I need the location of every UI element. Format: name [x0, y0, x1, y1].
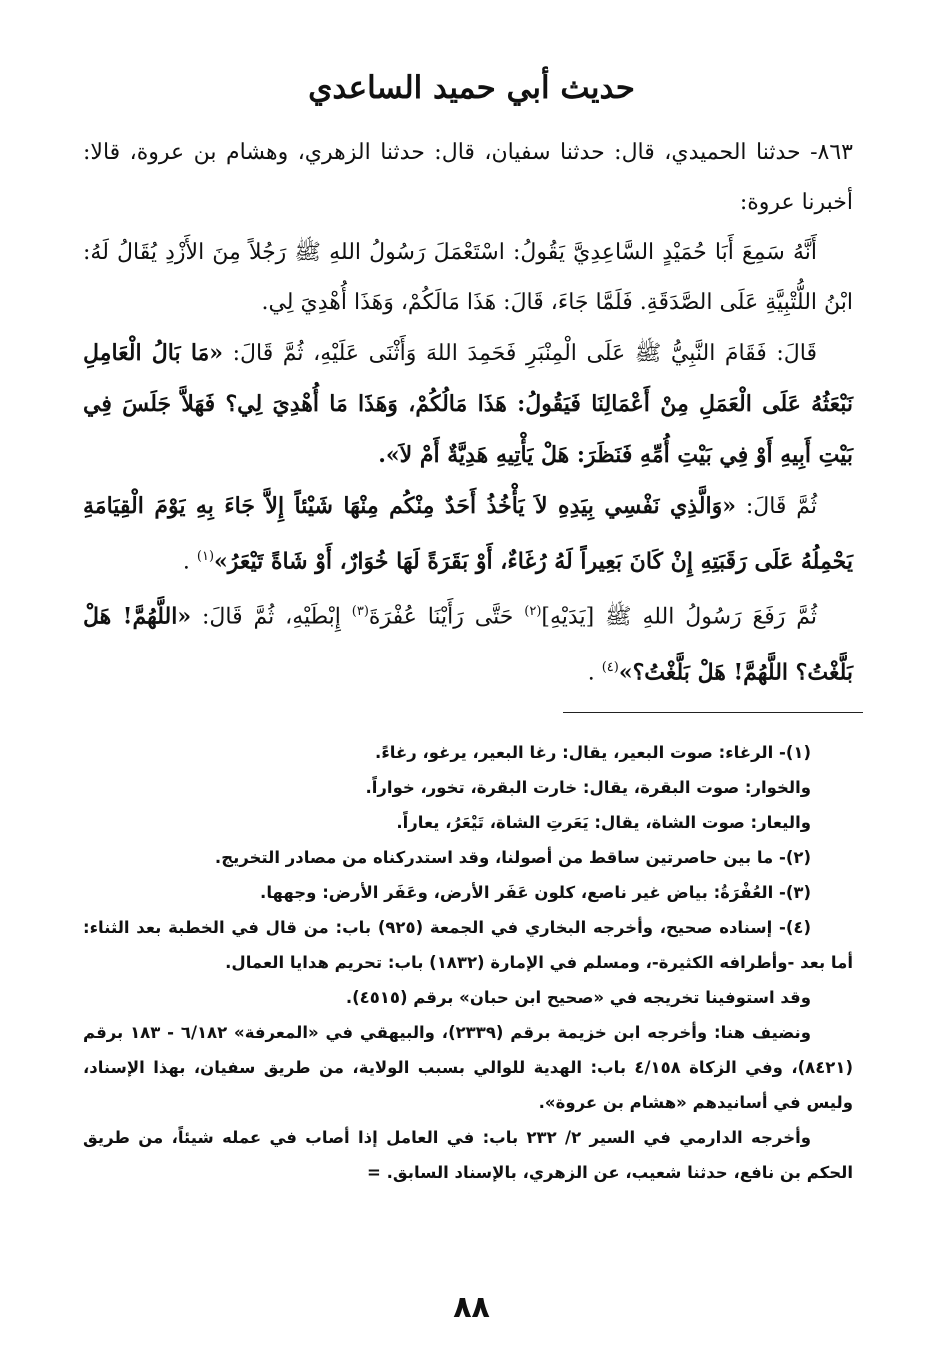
hadith-text: [83, 128, 853, 698]
footnote-4-part-b: وقد استوفينا تخريجه في «صحيح ابن حبان» برقم (٤٥١٥).: [345, 988, 811, 1007]
footnote-marker-1: (١): [196, 549, 215, 564]
hadith-paragraph-1: أَنَّهُ سَمِعَ أَبَا حُمَيْدٍ السَّاعِدِيَّ يَقُولُ: اسْتَعْمَلَ رَسُولُ اللهِ ﷺ رَجُلاً مِنَ الأَزْدِ يُقَالُ لَهُ: ابْنُ اللُّتْبِيَّةِ عَلَى الصَّدَقَةِ. فَلَمَّا جَاءَ، قَالَ: هَذَا مَالَكُمْ، وَهَذَا أُهْدِيَ لِي.: [83, 240, 853, 315]
prophetic-quote-3: «اللَّهُمَّ! هَلْ بَلَّغْتُ؟ اللَّهُمَّ! هَلْ بَلَّغْتُ؟»: [83, 603, 853, 685]
footnote-1-line-c: واليعار: صوت الشاة، يقال: يَعَرتِ الشاة، تَيْعَرُ، يعاراً.: [396, 813, 811, 832]
hadith-paragraph-3: [83, 481, 853, 587]
footnotes-section: [83, 735, 853, 1190]
paragraph-2-intro: قَالَ: فَقَامَ النَّبِيُّ ﷺ عَلَى الْمِنْبَرِ فَحَمِدَ اللهَ وَأَثْنَى عَلَيْهِ، ثُمَّ قَالَ:: [223, 341, 817, 366]
isnad-paragraph: ٨٦٣- حدثنا الحميدي، قال: حدثنا سفيان، قال: حدثنا الزهري، وهشام بن عروة، قالا: أخبرنا عروة:: [83, 140, 853, 215]
footnote-2: (٢)- ما بين حاصرتين ساقط من أصولنا، وقد استدركناه من مصادر التخريج.: [214, 848, 811, 867]
page-number: ٨٨: [453, 1290, 490, 1325]
footnote-separator: [563, 712, 863, 713]
paragraph-3-end: .: [182, 549, 197, 575]
paragraph-4-part-b: حَتَّى رَأَيْنَا عُفْرَةَ: [368, 604, 525, 630]
footnote-4-part-c: ونضيف هنا: وأخرجه ابن خزيمة برقم (٢٣٣٩)، والبيهقي في «المعرفة» ٦/١٨٢ - ١٨٣ برقم (٨٤٢١)، وفي الزكاة ٤/١٥٨ باب: الهدية للوالي بسبب الولاية، من طريق سفيان، بهذا الإسناد، وليس في أسانيدهم «هشام بن عروة».: [83, 1023, 853, 1112]
footnote-marker-2: (٢): [524, 604, 542, 620]
footnote-1-line-a: (١)- الرغاء: صوت البعير، يقال: رغا البعير، يرغو، رغاءً.: [375, 743, 811, 762]
footnote-4-part-d: وأخرجه الدارمي في السير ٢/ ٢٣٢ باب: في العامل إذا أصاب في عمله شيئاً، من طريق الحكم بن نافع، حدثنا شعيب، عن الزهري، بالإسناد السابق. =: [83, 1128, 853, 1182]
paragraph-3-intro: ثُمَّ قَالَ:: [736, 494, 818, 519]
footnote-marker-4: (٤): [601, 659, 619, 675]
hadith-paragraph-4: [83, 587, 853, 698]
footnote-marker-3: (٣): [351, 604, 369, 620]
footnote-4-part-a: (٤)- إسناده صحيح، وأخرجه البخاري في الجمعة (٩٢٥) باب: من قال في الخطبة بعد الثناء: أما بعد -وأطرافه الكثيرة-، ومسلم في الإمارة (١٨٣٢) باب: تحريم هدايا العمال.: [83, 918, 853, 972]
prophetic-quote-1: «مَا بَالُ الْعَامِلِ نَبْعَثُهُ عَلَى الْعَمَلِ مِنْ أَعْمَالِنَا فَيَقُولُ: هَذَا مَالُكُمْ، وَهَذَا مَا أُهْدِيَ لِي؟ فَهَلاَّ جَلَسَ فِي بَيْتِ أَبِيهِ أَوْ فِي بَيْتِ أُمِّهِ فَنَظَرَ: هَلْ يَأْتِيهِ هَدِيَّةٌ أَمْ لاَ».: [83, 340, 853, 468]
prophetic-quote-2: «وَالَّذِي نَفْسِي بِيَدِهِ لاَ يَأْخُذُ أَحَدٌ مِنْكُم مِنْهَا شَيْئاً إِلاَّ جَاءَ بِهِ يَوْمَ الْقِيَامَةِ يَحْمِلُهُ عَلَى رَقَبَتِهِ إِنْ كَانَ بَعِيراً لَهُ رُغَاءٌ، أَوْ بَقَرَةً لَهَا خُوَارٌ، أَوْ شَاةً تَيْعَرُ»: [83, 493, 853, 575]
paragraph-4-part-a: ثُمَّ رَفَعَ رَسُولُ اللهِ ﷺ [يَدَيْهِ]: [541, 604, 817, 630]
footnote-3: (٣)- العُفْرَةُ: بياض غير ناصع، كلون عَفَر الأرض، وعَفَر الأرض: وجهها.: [260, 883, 811, 902]
paragraph-4-part-c: إِبْطَيْهِ، ثُمَّ قَالَ:: [191, 604, 352, 630]
paragraph-4-end: .: [587, 659, 602, 685]
footnote-1-line-b: والخوار: صوت البقرة، يقال: خارت البقرة، تخور، خواراً.: [365, 778, 811, 797]
chapter-title: حديث أبي حميد الساعدي: [308, 70, 635, 106]
hadith-paragraph-2: [83, 328, 853, 481]
